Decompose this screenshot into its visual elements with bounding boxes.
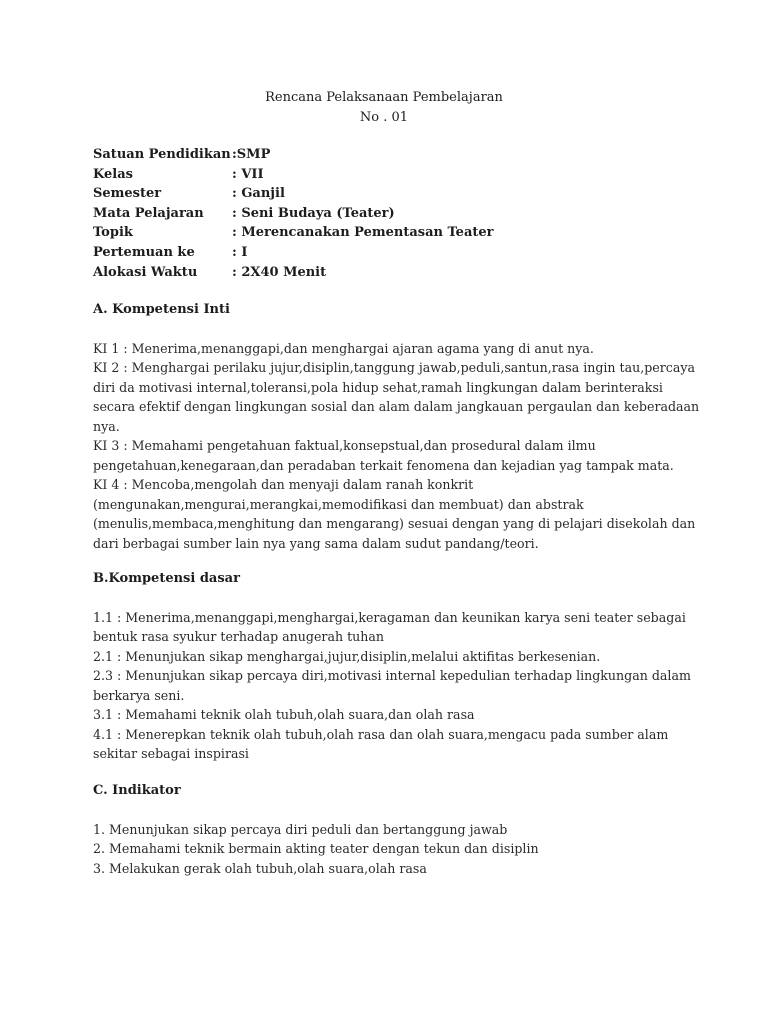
text-line: KI 1 : Menerima,menanggapi,dan menghargai ajaran agama yang di anut nya. [93,340,594,356]
section-title: A. Kompetensi Inti [93,302,230,317]
identity-value: : 2X40 Menit [232,264,327,280]
section-kompetensi-inti [93,300,700,553]
text-line: 3. Melakukan gerak olah tubuh,olah suara,olah rasa [93,860,427,876]
text-line: bentuk rasa syukur terhadap anugerah tuhan [93,629,384,644]
document-header [0,88,768,128]
identity-row [93,184,494,204]
text-line: 2.3 : Menunjukan sikap percaya diri,motivasi internal kepedulian terhadap lingkungan dalam [93,668,691,683]
identity-row [93,204,494,224]
text-line: KI 4 : Mencoba,mengolah dan menyaji dalam ranah konkrit [93,477,474,492]
identity-table [93,145,494,282]
text-line: (menulis,membaca,menghitung dan mengarang) sesuai dengan yang di pelajari disekolah dan [93,516,696,531]
identity-row [93,223,494,243]
identity-row [93,263,494,283]
text-line: nya. [93,418,120,434]
identity-row [93,165,494,185]
section-body [93,820,683,879]
document-number: No . 01 [359,110,409,125]
text-line: diri da motivasi internal,toleransi,pola hidup sehat,ramah lingkungan dalam berinteraksi [93,379,663,395]
text-line: KI 3 : Memahami pengetahuan faktual,konsepstual,dan prosedural dalam ilmu [93,438,596,453]
identity-value: :SMP [232,147,271,162]
text-line: 3.1 : Memahami teknik olah tubuh,olah suara,dan olah rasa [93,707,475,722]
identity-label: Topik [93,225,133,241]
identity-row [93,145,494,165]
text-line: (mengunakan,mengurai,merangkai,memodifikasi dan membuat) dan abstrak [93,496,584,512]
identity-label: Mata Pelajaran [93,205,204,221]
text-line: 1.1 : Menerima,menanggapi,menghargai,keragaman dan keunikan karya seni teater sebagai [93,609,686,625]
identity-label: Satuan Pendidikan [93,147,231,162]
identity-value: : Merencanakan Pementasan Teater [232,225,494,241]
text-line: KI 2 : Menghargai perilaku jujur,disiplin,tanggung jawab,peduli,santun,rasa ingin tau,percaya [93,360,695,375]
text-line: 2.1 : Menunjukan sikap menghargai,jujur,disiplin,melalui aktifitas berkesenian. [93,648,601,664]
text-line: secara efektif dengan lingkungan sosial dan alam dalam jangkauan pergaulan dan keberadaan [93,399,700,414]
section-title: C. Indikator [93,783,181,798]
text-line: 2. Memahami teknik bermain akting teater dengan tekun dan disiplin [93,841,539,856]
text-line: 1. Menunjukan sikap percaya diri peduli dan bertanggung jawab [93,821,508,837]
identity-label: Semester [93,186,162,202]
section-indikator [93,781,683,878]
text-line: dari berbagai sumber lain nya yang sama dalam sudut pandang/teori. [93,535,539,551]
identity-value: : Seni Budaya (Teater) [232,205,395,221]
text-line: pengetahuan,kenegaraan,dan peradaban terkait fenomena dan kejadian yag tampak mata. [93,457,674,473]
section-body [93,608,691,764]
section-title: B.Kompetensi dasar [93,571,240,586]
identity-label: Kelas [93,166,133,182]
text-line: sekitar sebagai inspirasi [93,746,249,761]
document-title: Rencana Pelaksanaan Pembelajaran [265,90,503,105]
text-line: 4.1 : Menerepkan teknik olah tubuh,olah rasa dan olah suara,mengacu pada sumber alam [93,726,669,742]
identity-label: Pertemuan ke [93,244,195,260]
section-body [93,339,700,554]
identity-label: Alokasi Waktu [93,264,198,280]
identity-value: : Ganjil [232,186,285,202]
identity-value: : I [232,244,248,260]
section-kompetensi-dasar [93,569,691,764]
text-line: berkarya seni. [93,687,185,703]
identity-value: : VII [232,166,264,182]
identity-row [93,243,494,263]
